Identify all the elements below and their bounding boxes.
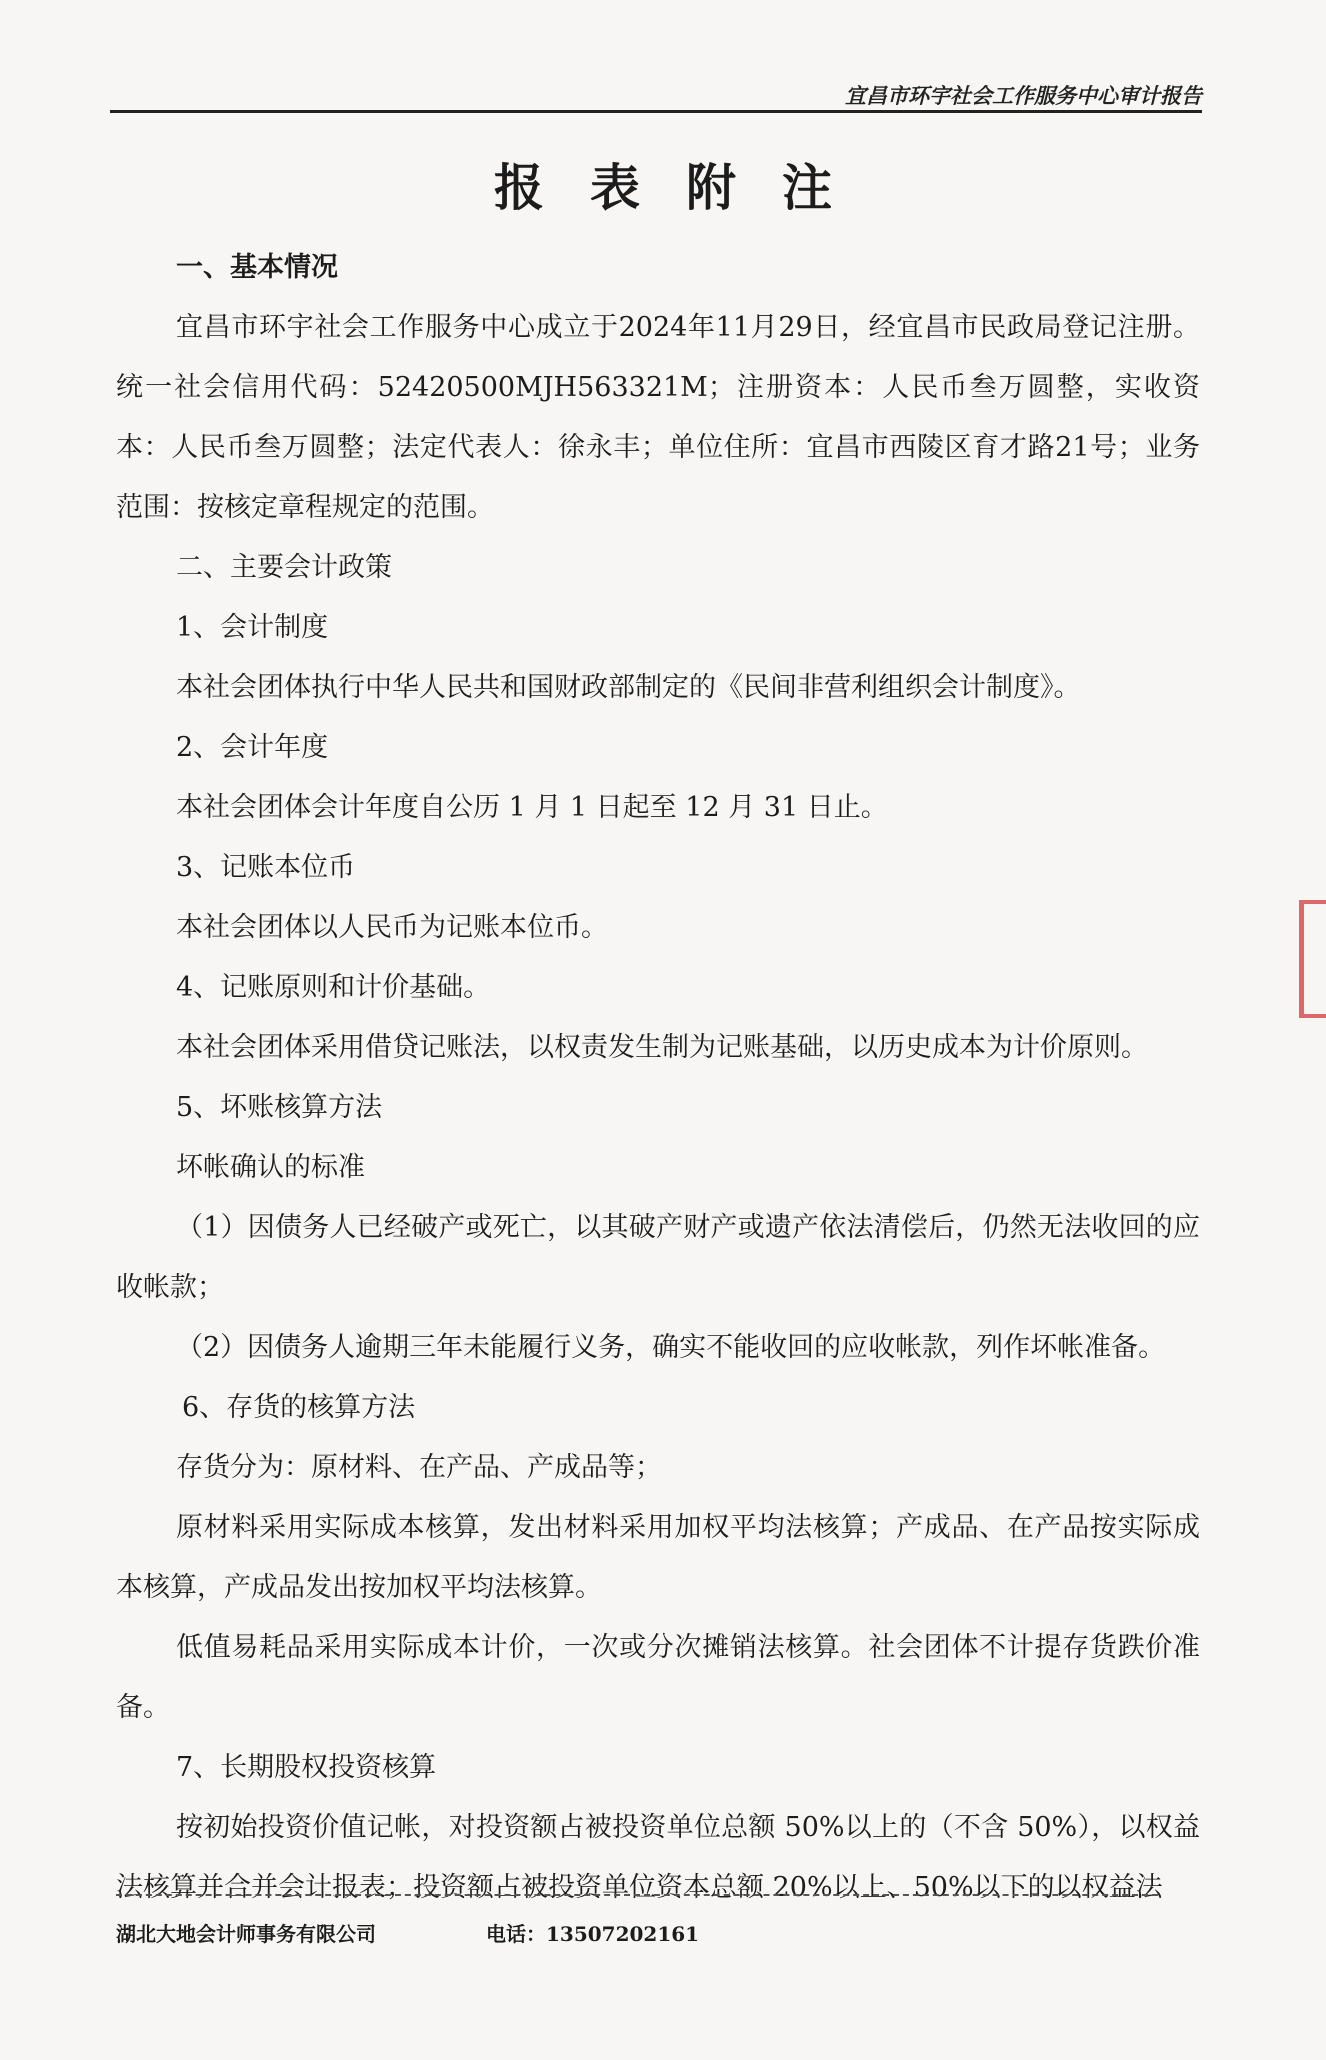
policy-heading-2: 2、会计年度 bbox=[176, 732, 329, 763]
footer-divider bbox=[116, 1894, 1158, 1896]
basic-info-paragraph: 宜昌市环宇社会工作服务中心成立于2024年11月29日，经宜昌市民政局登记注册。统一社会信用代码：52420500MJH563321M；注册资本：人民币叁万圆整，实收资本：人民币叁万圆整；法定代表人：徐永丰；单位住所：宜昌市西陵区育才路21号；业务范围：按核定章程规定的范围。 bbox=[116, 312, 1200, 523]
section-heading-basic-info: 一、基本情况 bbox=[176, 252, 338, 283]
policy-text-6-1: 存货分为：原材料、在产品、产成品等； bbox=[176, 1452, 662, 1483]
running-header: 宜昌市环宇社会工作服务中心审计报告 bbox=[845, 83, 1202, 108]
footer-firm-name: 湖北大地会计师事务有限公司 bbox=[116, 1922, 376, 1946]
policy-text-2: 本社会团体会计年度自公历 1 月 1 日起至 12 月 31 日止。 bbox=[176, 792, 888, 823]
policy-heading-5: 5、坏账核算方法 bbox=[176, 1092, 383, 1123]
policy-item-5-1: （1）因债务人已经破产或死亡，以其破产财产或遗产依法清偿后，仍然无法收回的应收帐款； bbox=[116, 1212, 1200, 1303]
policy-text-3: 本社会团体以人民币为记账本位币。 bbox=[176, 912, 608, 943]
policy-text-6-2: 原材料采用实际成本核算，发出材料采用加权平均法核算；产成品、在产品按实际成本核算，产成品发出按加权平均法核算。 bbox=[116, 1512, 1200, 1603]
document-body bbox=[116, 238, 1200, 1918]
policy-text-7: 按初始投资价值记帐，对投资额占被投资单位总额 50%以上的（不含 50%），以权益法核算并合并会计报表；投资额占被投资单位资本总额 20%以上、50%以下的以权益法 bbox=[116, 1812, 1200, 1903]
policy-subheading-5: 坏帐确认的标准 bbox=[176, 1152, 365, 1183]
header-rule bbox=[110, 110, 1202, 113]
section-heading-accounting-policy: 二、主要会计政策 bbox=[176, 552, 392, 583]
policy-text-6-3: 低值易耗品采用实际成本计价，一次或分次摊销法核算。社会团体不计提存货跌价准备。 bbox=[116, 1632, 1200, 1723]
policy-text-4: 本社会团体采用借贷记账法，以权责发生制为记账基础，以历史成本为计价原则。 bbox=[176, 1032, 1148, 1063]
page-title: 报表附注 bbox=[494, 158, 878, 217]
policy-heading-4: 4、记账原则和计价基础。 bbox=[176, 972, 491, 1003]
policy-heading-3: 3、记账本位币 bbox=[176, 852, 356, 883]
policy-text-1: 本社会团体执行中华人民共和国财政部制定的《民间非营利组织会计制度》。 bbox=[176, 672, 1081, 703]
seal-stamp-edge bbox=[1299, 900, 1326, 1018]
policy-heading-7: 7、长期股权投资核算 bbox=[176, 1752, 437, 1783]
policy-heading-6: 6、存货的核算方法 bbox=[182, 1392, 416, 1423]
policy-heading-1: 1、会计制度 bbox=[176, 612, 329, 643]
footer-phone: 电话：13507202161 bbox=[486, 1922, 700, 1946]
policy-item-5-2: （2）因债务人逾期三年未能履行义务，确实不能收回的应收帐款，列作坏帐准备。 bbox=[176, 1332, 1166, 1363]
